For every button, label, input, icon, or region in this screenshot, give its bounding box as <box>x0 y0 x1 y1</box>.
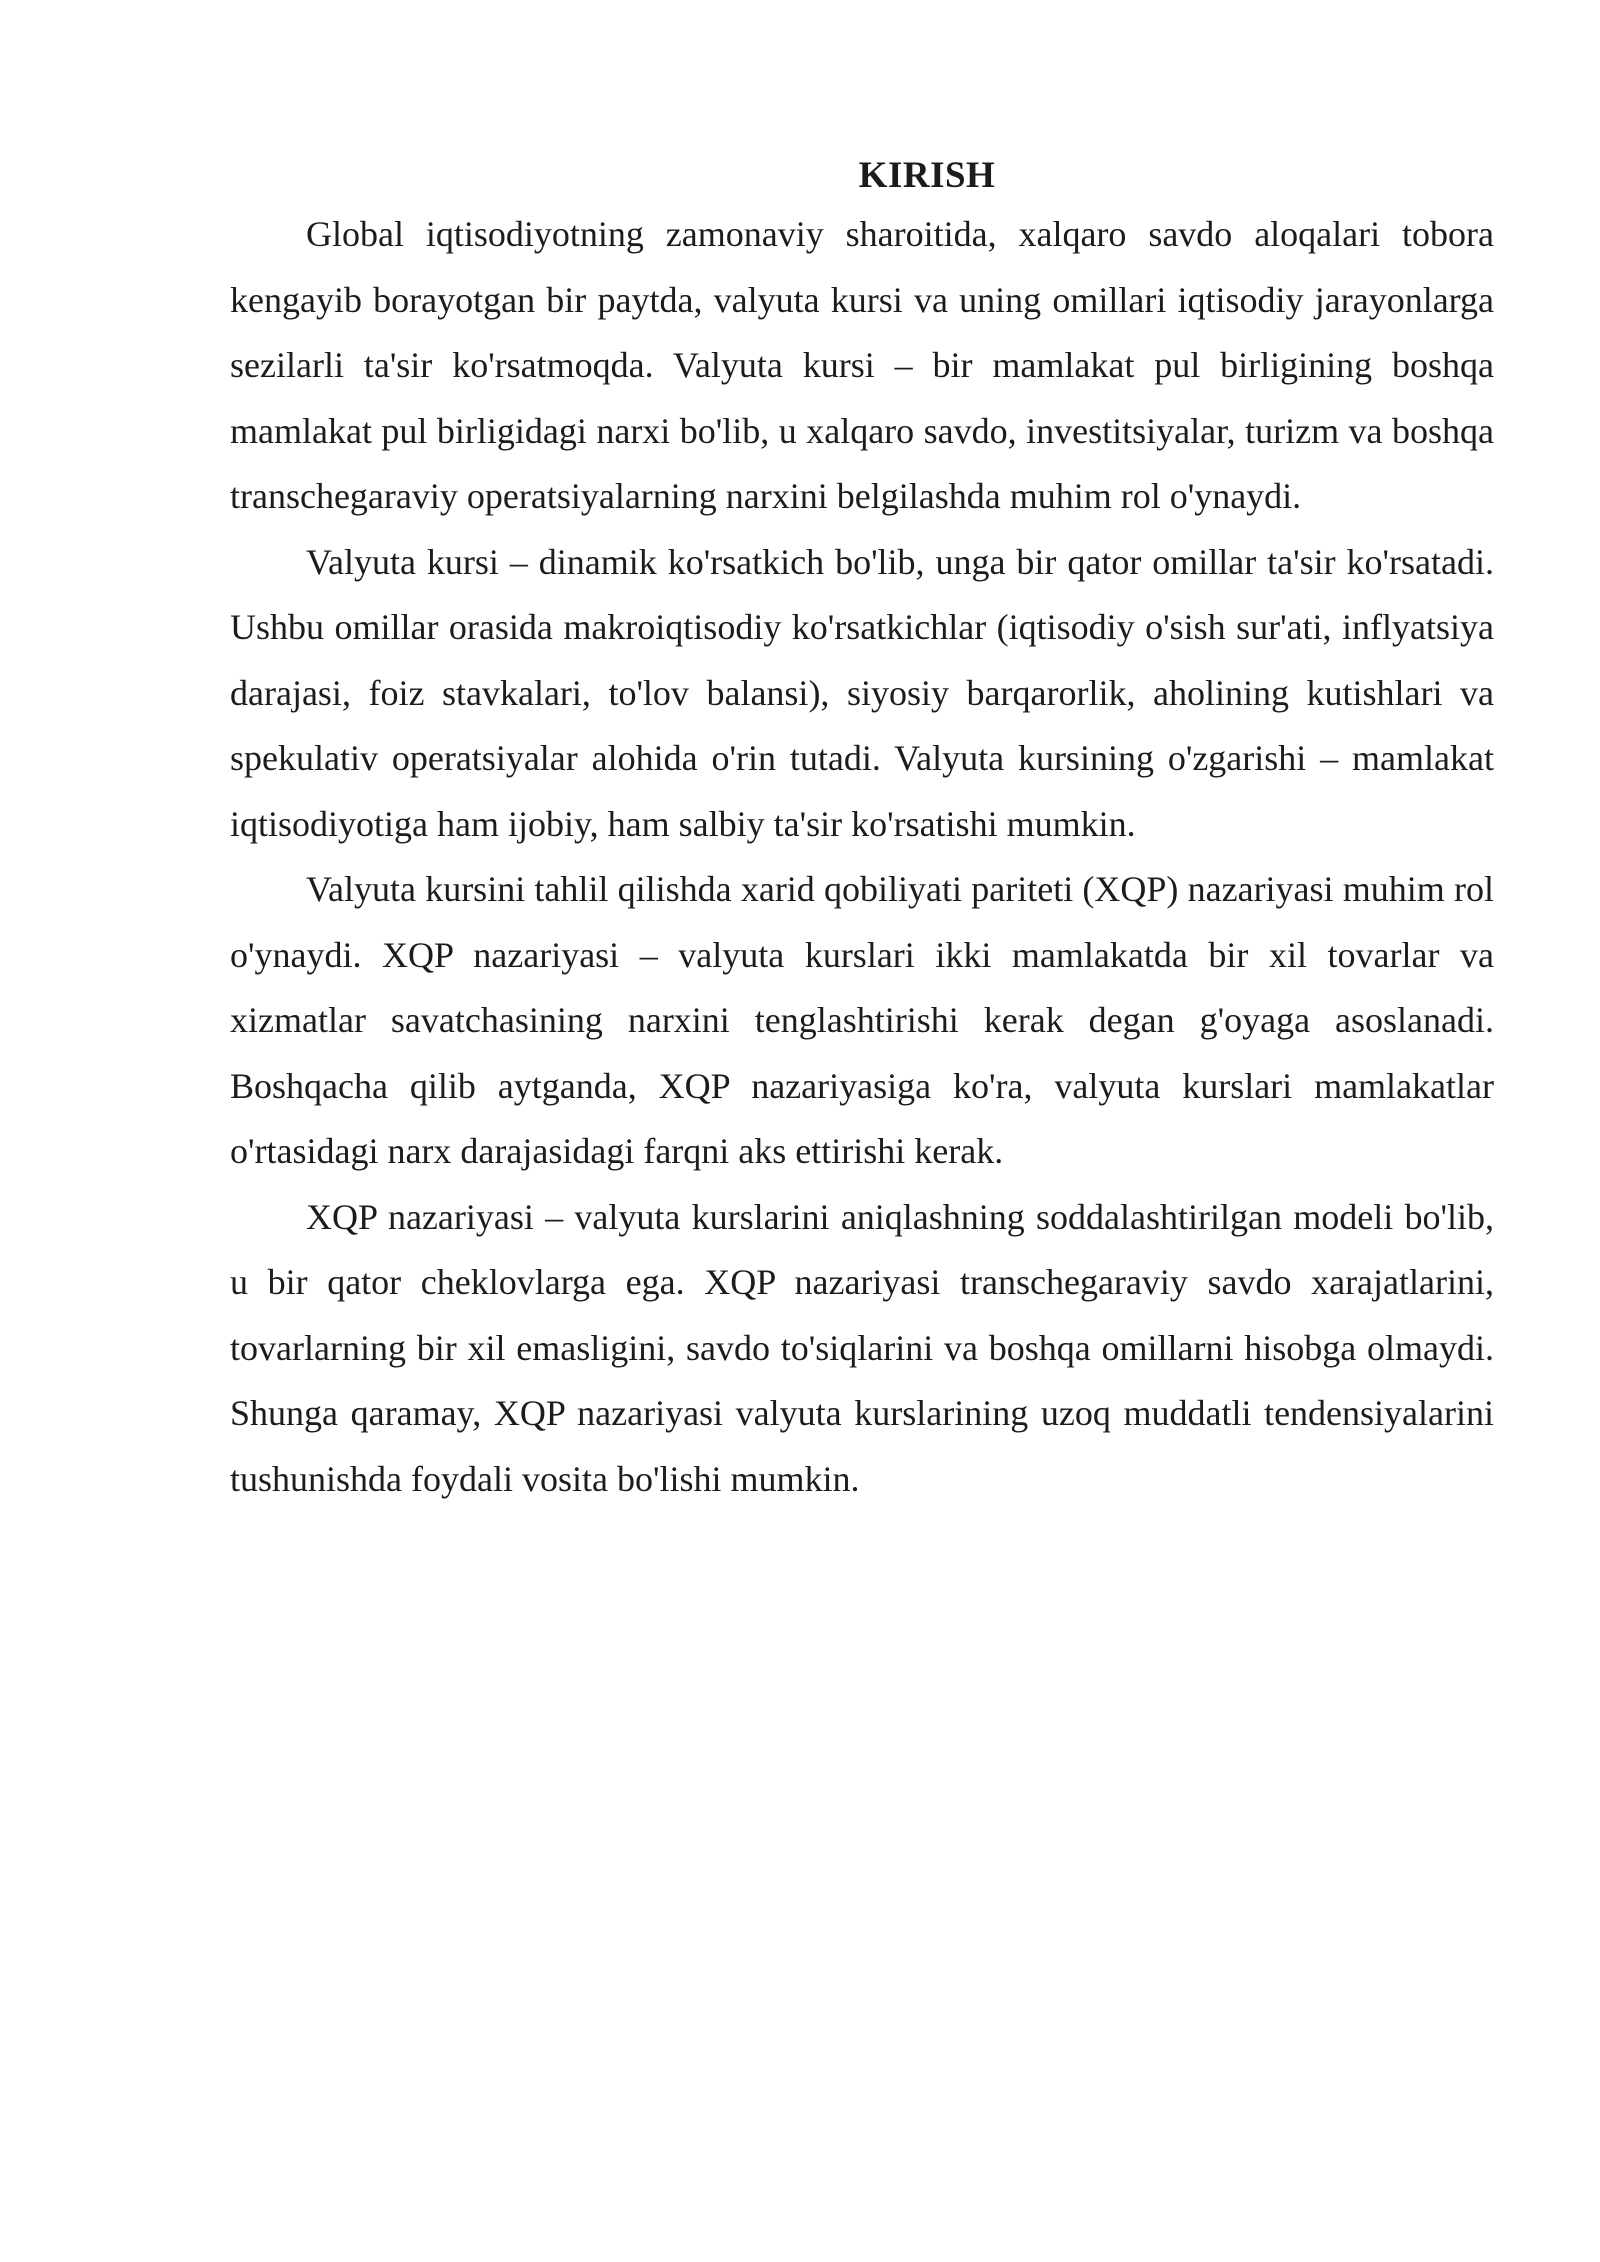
paragraph-2: Valyuta kursi – dinamik ko'rsatkich bo'lib, unga bir qator omillar ta'sir ko'rsatadi. Ushbu omillar orasida makroiqtisodiy ko'rsatkichlar (iqtisodiy o'sish sur'ati, inflyatsiya darajasi, foiz stavkalari, to'lov balansi), siyosiy barqarorlik, aholining kutishlari va spekulativ operatsiyalar alohida o'rin tutadi. Valyuta kursining o'zgarishi – mamlakat iqtisodiyotiga ham ijobiy, ham salbiy ta'sir ko'rsatishi mumkin. <box>230 541 1494 844</box>
paragraph-3: Valyuta kursini tahlil qilishda xarid qobiliyati pariteti (XQP) nazariyasi muhim rol o'ynaydi. XQP nazariyasi – valyuta kurslari ikki mamlakatda bir xil tovarlar va xizmatlar savatchasining narxini tenglashtirishi kerak degan g'oyaga asoslanadi. Boshqacha qilib aytganda, XQP nazariyasiga ko'ra, valyuta kurslari mamlakatlar o'rtasidagi narx darajasidagi farqni aks ettirishi kerak. <box>230 869 1494 1171</box>
section-heading: KIRISH <box>858 155 996 196</box>
paragraph-1: Global iqtisodiyotning zamonaviy sharoitida, xalqaro savdo aloqalari tobora kengayib borayotgan bir paytda, valyuta kursi va uning omillari iqtisodiy jarayonlarga sezilarli ta'sir ko'rsatmoqda. Valyuta kursi – bir mamlakat pul birligining boshqa mamlakat pul birligidagi narxi bo'lib, u xalqaro savdo, investitsiyalar, turizm va boshqa transchegaraviy operatsiyalarning narxini belgilashda muhim rol o'ynaydi. <box>230 214 1494 516</box>
document-body <box>230 150 1494 1512</box>
paragraph-4: XQP nazariyasi – valyuta kurslarini aniqlashning soddalashtirilgan modeli bo'lib, u bir qator cheklovlarga ega. XQP nazariyasi transchegaraviy savdo xarajatlarini, tovarlarning bir xil emasligini, savdo to'siqlarini va boshqa omillarni hisobga olmaydi. Shunga qaramay, XQP nazariyasi valyuta kurslarining uzoq muddatli tendensiyalarini tushunishda foydali vosita bo'lishi mumkin. <box>230 1196 1494 1499</box>
